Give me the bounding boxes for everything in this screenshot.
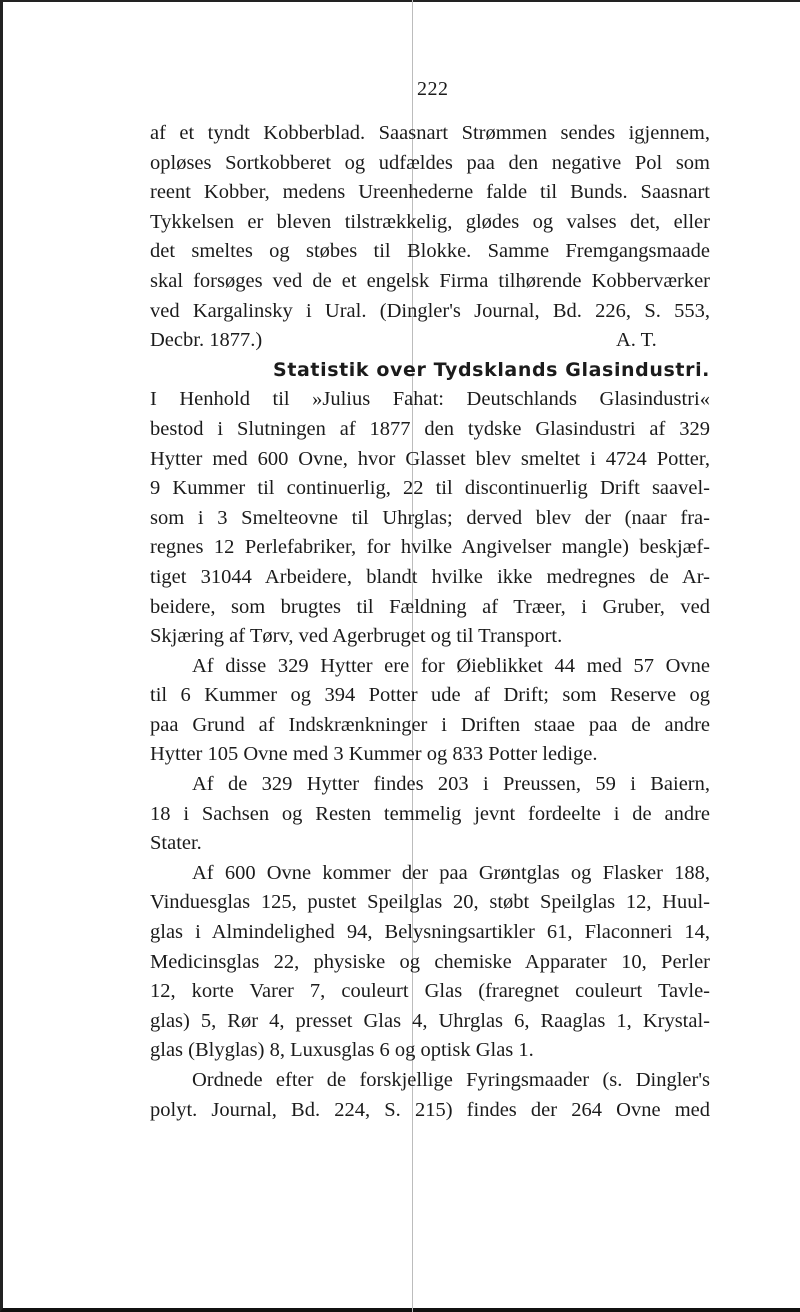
text-line: opløses Sortkobberet og udfældes paa den negative Pol som <box>150 151 710 174</box>
text-line: regnes 12 Perlefabriker, for hvilke Angivelser mangle) beskjæf- <box>150 536 710 559</box>
paragraph-2 <box>150 652 710 770</box>
paragraph-1 <box>150 385 710 651</box>
text-line: glas i Almindelighed 94, Belysningsartikler 61, Flaconneri 14, <box>150 921 710 944</box>
text-line: Skjæring af Tørv, ved Agerbruget og til Transport. <box>150 625 563 648</box>
text-line: 18 i Sachsen og Resten temmelig jevnt fordeelte i de andre <box>150 802 710 825</box>
paragraph-5 <box>150 1066 710 1125</box>
text-line: Hytter 105 Ovne med 3 Kummer og 833 Potter ledige. <box>150 743 598 766</box>
paragraph-3 <box>150 770 710 859</box>
text-line: reent Kobber, medens Ureenhederne falde til Bunds. Saasnart <box>150 181 710 204</box>
text-line: skal forsøges ved de et engelsk Firma tilhørende Kobberværker <box>150 269 710 292</box>
text-line: Af de 329 Hytter findes 203 i Preussen, 59 i Baiern, <box>192 773 710 796</box>
text-line: som i 3 Smelteovne til Uhrglas; derved blev der (naar fra- <box>150 506 710 529</box>
text-line: Tykkelsen er bleven tilstrækkelig, glødes og valses det, eller <box>150 210 710 233</box>
page-number: 222 <box>417 78 449 100</box>
text-line: glas) 5, Rør 4, presset Glas 4, Uhrglas 6, Raaglas 1, Krystal- <box>150 1009 710 1032</box>
text-line: Hytter med 600 Ovne, hvor Glasset blev smeltet i 4724 Potter, <box>150 447 710 470</box>
text-line: polyt. Journal, Bd. 224, S. 215) findes der 264 Ovne med <box>150 1098 710 1121</box>
text-line: beidere, som brugtes til Fældning af Træer, i Gruber, ved <box>150 595 710 618</box>
text-line: Af disse 329 Hytter ere for Øieblikket 44 med 57 Ovne <box>192 654 710 677</box>
text-line: glas (Blyglas) 8, Luxusglas 6 og optisk Glas 1. <box>150 1039 534 1062</box>
text-line-end: Decbr. 1877.) <box>150 329 263 352</box>
text-line: I Henhold til »Julius Fahat: Deutschlands Glasindustri« <box>150 388 710 411</box>
text-line: ved Kargalinsky i Ural. (Dingler's Journal, Bd. 226, S. 553, <box>150 299 710 322</box>
text-line: 9 Kummer til continuerlig, 22 til discontinuerlig Drift saavel- <box>150 477 710 500</box>
text-line: bestod i Slutningen af 1877 den tydske Glasindustri af 329 <box>150 417 710 440</box>
text-line: Ordnede efter de forskjellige Fyringsmaader (s. Dingler's <box>192 1069 710 1091</box>
paragraph-4 <box>150 859 710 1066</box>
author-signature: A. T. <box>616 329 657 352</box>
text-line: Stater. <box>150 832 202 855</box>
text-line: tiget 31044 Arbeidere, blandt hvilke ikke medregnes de Ar- <box>150 565 710 588</box>
text-line: det smeltes og støbes til Blokke. Samme Fremgangsmaade <box>150 240 710 263</box>
section-heading: Statistik over Tydsklands Glasindustri. <box>273 358 710 381</box>
text-line: 12, korte Varer 7, couleurt Glas (fraregnet couleurt Tavle- <box>150 980 710 1003</box>
text-line: paa Grund af Indskrænkninger i Driften staae paa de andre <box>150 713 710 736</box>
text-line: af et tyndt Kobberblad. Saasnart Strømmen sendes igjennem, <box>150 122 710 144</box>
continuation-paragraph <box>150 119 710 356</box>
text-line: Af 600 Ovne kommer der paa Grøntglas og Flasker 188, <box>192 861 710 884</box>
text-line <box>150 326 710 356</box>
text-line: til 6 Kummer og 394 Potter ude af Drift; som Reserve og <box>150 684 710 707</box>
text-line: Medicinsglas 22, physiske og chemiske Apparater 10, Perler <box>150 950 710 973</box>
text-block <box>150 119 710 1125</box>
text-line: Vinduesglas 125, pustet Speilglas 20, støbt Speilglas 12, Huul- <box>150 891 710 914</box>
